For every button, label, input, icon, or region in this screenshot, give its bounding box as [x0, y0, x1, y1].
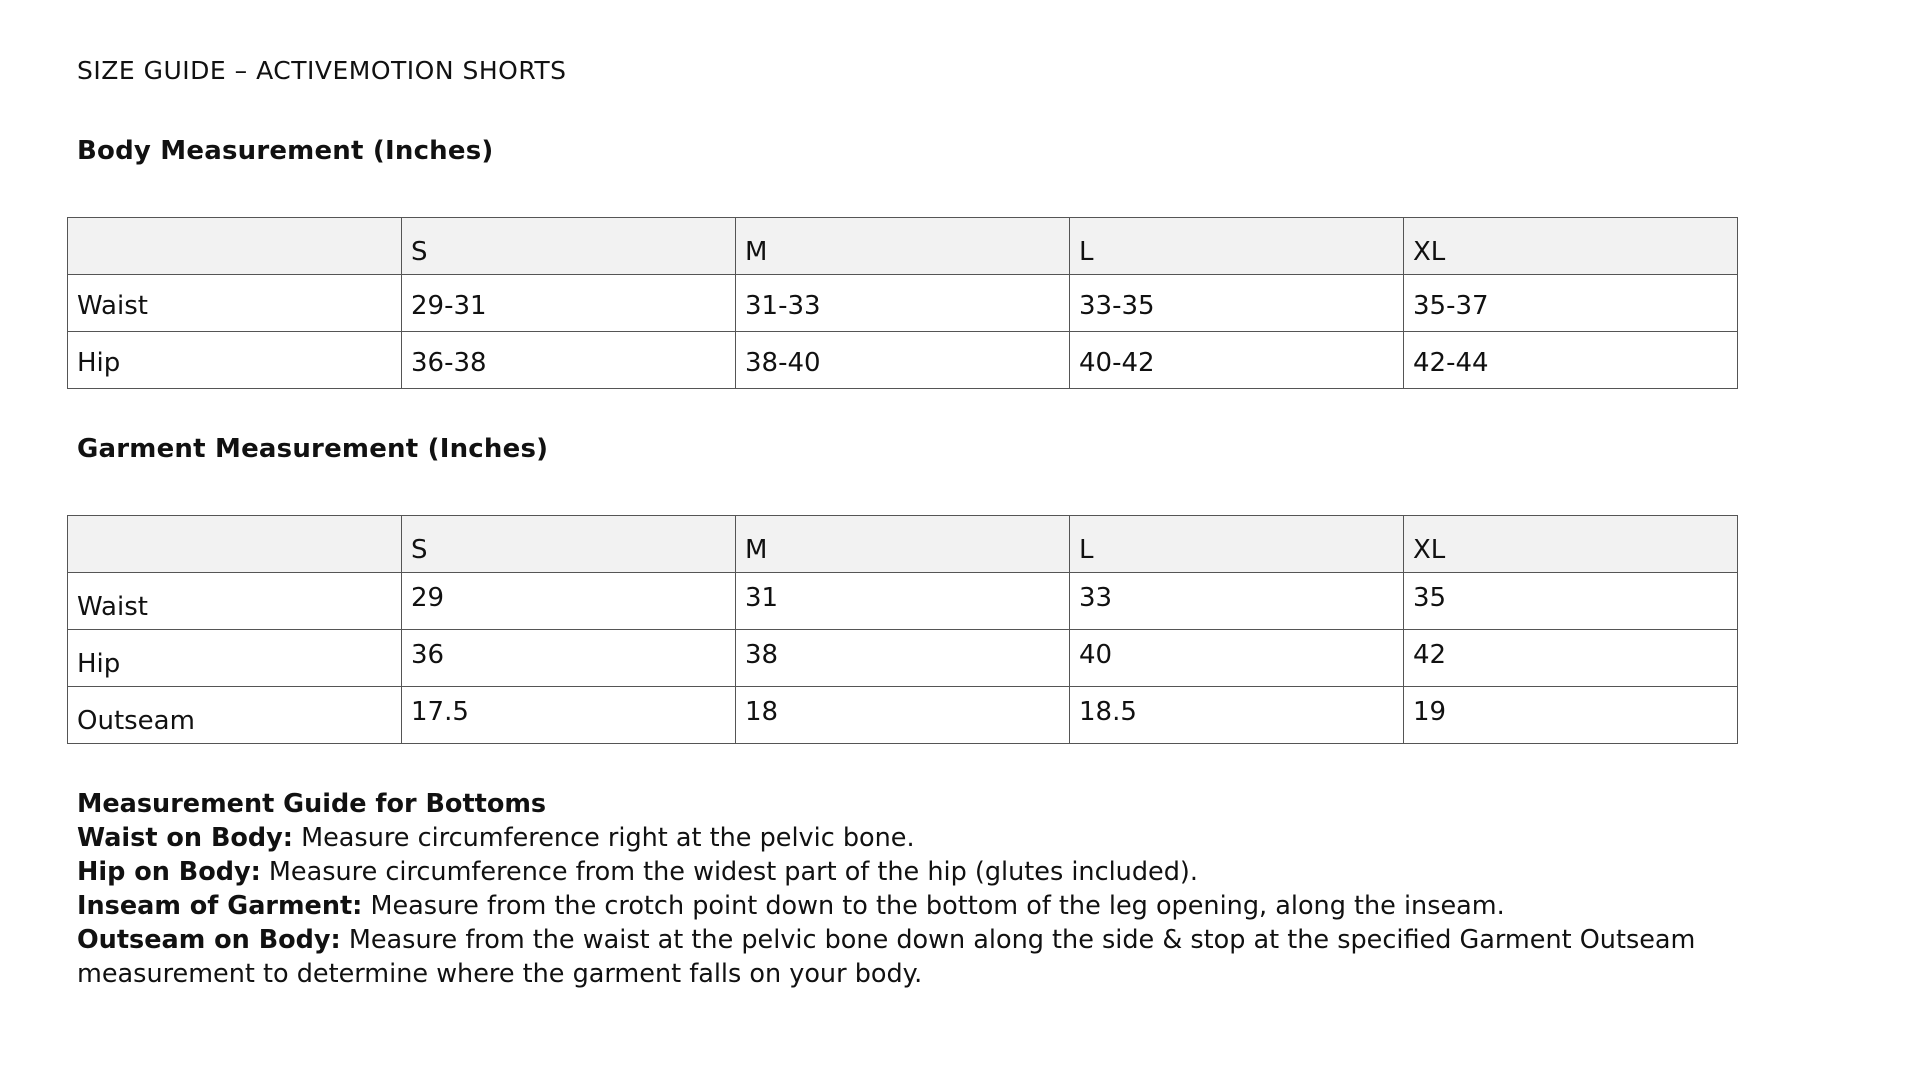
row-label: Hip — [68, 332, 402, 389]
row-label: Waist — [68, 275, 402, 332]
table-cell: 17.5 — [402, 687, 736, 744]
garment-measurement-heading: Garment Measurement (Inches) — [77, 434, 549, 464]
row-label: Waist — [68, 573, 402, 630]
table-cell: 33-35 — [1070, 275, 1404, 332]
guide-term: Outseam on Body: — [77, 925, 341, 955]
header-cell-empty — [68, 218, 402, 275]
table-row-waist — [68, 275, 1738, 332]
table-cell: 38 — [736, 630, 1070, 687]
table-cell: 31-33 — [736, 275, 1070, 332]
header-cell-s: S — [402, 516, 736, 573]
table-cell: 35-37 — [1404, 275, 1738, 332]
header-cell-xl: XL — [1404, 516, 1738, 573]
header-cell-s: S — [402, 218, 736, 275]
body-measurement-table — [67, 217, 1738, 389]
table-cell: 36 — [402, 630, 736, 687]
guide-text: Measure from the crotch point down to the bottom of the leg opening, along the inseam. — [362, 891, 1505, 921]
table-row-hip — [68, 630, 1738, 687]
table-row-hip — [68, 332, 1738, 389]
header-cell-m: M — [736, 516, 1070, 573]
guide-term: Inseam of Garment: — [77, 891, 363, 921]
guide-item-inseam — [77, 889, 1777, 923]
header-cell-l: L — [1070, 218, 1404, 275]
row-label: Outseam — [68, 687, 402, 744]
table-cell: 31 — [736, 573, 1070, 630]
guide-term: Waist on Body: — [77, 823, 293, 853]
measurement-guide-heading: Measurement Guide for Bottoms — [77, 789, 547, 819]
table-cell: 29-31 — [402, 275, 736, 332]
garment-measurement-table — [67, 515, 1738, 744]
guide-item-waist — [77, 821, 1777, 855]
table-cell: 38-40 — [736, 332, 1070, 389]
table-row-waist — [68, 573, 1738, 630]
table-cell: 18.5 — [1070, 687, 1404, 744]
table-cell: 35 — [1404, 573, 1738, 630]
table-row-outseam — [68, 687, 1738, 744]
table-cell: 18 — [736, 687, 1070, 744]
header-cell-empty — [68, 516, 402, 573]
row-label: Hip — [68, 630, 402, 687]
guide-text: Measure circumference from the widest part of the hip (glutes included). — [260, 857, 1198, 887]
guide-text: Measure circumference right at the pelvic bone. — [293, 823, 915, 853]
header-cell-xl: XL — [1404, 218, 1738, 275]
guide-term: Hip on Body: — [77, 857, 261, 887]
header-cell-l: L — [1070, 516, 1404, 573]
table-header-row — [68, 516, 1738, 573]
table-cell: 40 — [1070, 630, 1404, 687]
body-measurement-heading: Body Measurement (Inches) — [77, 136, 494, 166]
page-title: SIZE GUIDE – ACTIVEMOTION SHORTS — [77, 56, 567, 85]
header-cell-m: M — [736, 218, 1070, 275]
guide-text: Measure from the waist at the pelvic bone down along the side & stop at the specified Garment Outseam measurement to determine where the garment falls on your body. — [77, 925, 1696, 989]
table-cell: 42-44 — [1404, 332, 1738, 389]
table-cell: 42 — [1404, 630, 1738, 687]
table-cell: 40-42 — [1070, 332, 1404, 389]
guide-item-hip — [77, 855, 1777, 889]
table-cell: 19 — [1404, 687, 1738, 744]
table-cell: 36-38 — [402, 332, 736, 389]
measurement-guide — [77, 787, 1777, 991]
table-header-row — [68, 218, 1738, 275]
table-cell: 33 — [1070, 573, 1404, 630]
guide-item-outseam — [77, 923, 1777, 991]
table-cell: 29 — [402, 573, 736, 630]
